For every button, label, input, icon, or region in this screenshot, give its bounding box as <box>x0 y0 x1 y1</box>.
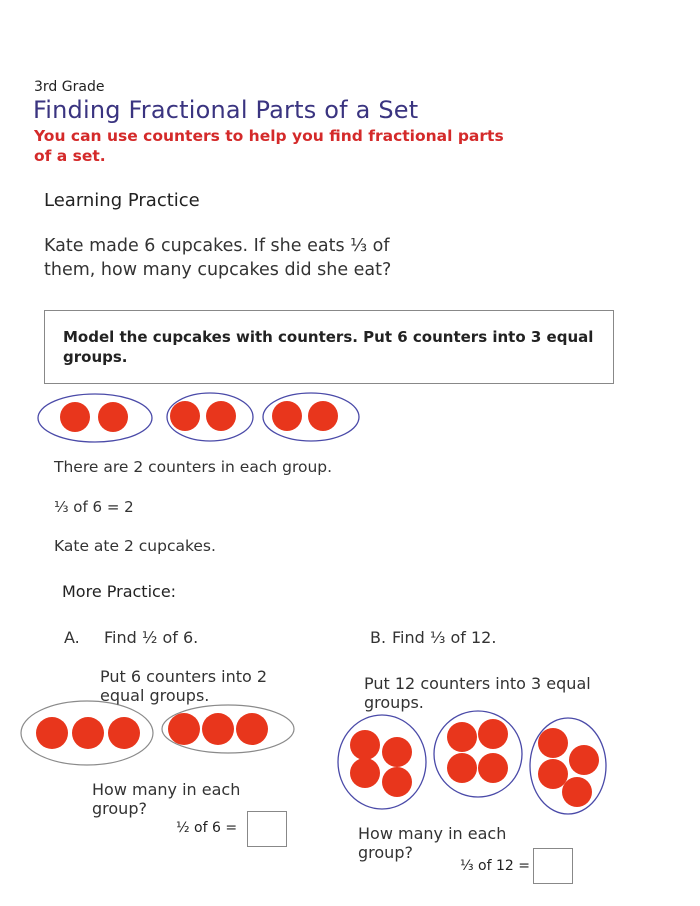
group-2 <box>162 705 294 753</box>
counter <box>382 767 412 797</box>
counter <box>538 728 568 758</box>
counter <box>350 730 380 760</box>
counter <box>202 713 234 745</box>
counter <box>478 753 508 783</box>
word-problem: Kate made 6 cupcakes. If she eats ⅓ of them, how many cupcakes did she eat? <box>44 236 392 280</box>
counter <box>206 401 236 431</box>
example-equation: ⅓ of 6 = 2 <box>54 498 134 516</box>
page-subtitle: You can use counters to help you find fractional parts of a set. <box>34 127 504 165</box>
counter <box>170 401 200 431</box>
problem-b-prompt <box>370 628 496 647</box>
counter <box>108 717 140 749</box>
counter <box>562 777 592 807</box>
counter <box>478 719 508 749</box>
problem-a-text: Find ½ of 6. <box>104 628 199 647</box>
problem-b-equation: ⅓ of 12 = <box>460 858 530 874</box>
counter <box>272 401 302 431</box>
counter <box>72 717 104 749</box>
problem-a-equation: ½ of 6 = <box>176 820 238 836</box>
example-groups <box>38 393 359 442</box>
counter <box>60 402 90 432</box>
problem-a-letter: A. <box>64 628 80 647</box>
group-outline <box>338 715 426 809</box>
problem-b-question: How many in each group? <box>358 824 507 862</box>
counter <box>36 717 68 749</box>
group-1 <box>21 701 153 765</box>
page-title: Finding Fractional Parts of a Set <box>33 96 419 124</box>
group-2 <box>167 393 253 441</box>
grade-label: 3rd Grade <box>34 79 105 95</box>
problem-a-prompt <box>64 628 198 647</box>
problem-b-letter: B. <box>370 628 387 647</box>
counter <box>569 745 599 775</box>
counter <box>308 401 338 431</box>
problem-b-instruction: Put 12 counters into 3 equal groups. <box>364 674 591 712</box>
group-outline <box>38 394 152 442</box>
counter <box>236 713 268 745</box>
problem-a-question: How many in each group? <box>92 780 241 818</box>
explanation-text: There are 2 counters in each group. <box>54 458 333 476</box>
more-practice-heading: More Practice: <box>62 582 177 601</box>
problem-a-groups <box>21 701 294 765</box>
problem-a-instruction: Put 6 counters into 2 equal groups. <box>100 667 268 705</box>
group-1 <box>338 715 426 809</box>
counter <box>382 737 412 767</box>
example-answer: Kate ate 2 cupcakes. <box>54 537 216 555</box>
problem-b-answer-box[interactable] <box>533 848 573 884</box>
counter <box>98 402 128 432</box>
counter <box>447 753 477 783</box>
group-3 <box>530 718 606 814</box>
group-3 <box>263 393 359 441</box>
problem-b-text: Find ⅓ of 12. <box>392 628 497 647</box>
learning-practice-heading: Learning Practice <box>44 190 200 211</box>
model-instruction-text: Model the cupcakes with counters. Put 6 counters into 3 equal groups. <box>63 328 594 366</box>
group-1 <box>38 394 152 442</box>
counter <box>538 759 568 789</box>
counter <box>447 722 477 752</box>
group-outline <box>434 711 522 797</box>
counter <box>168 713 200 745</box>
problem-a-answer-box[interactable] <box>247 811 287 847</box>
counter <box>350 758 380 788</box>
group-2 <box>434 711 522 797</box>
problem-b-groups <box>338 711 606 814</box>
